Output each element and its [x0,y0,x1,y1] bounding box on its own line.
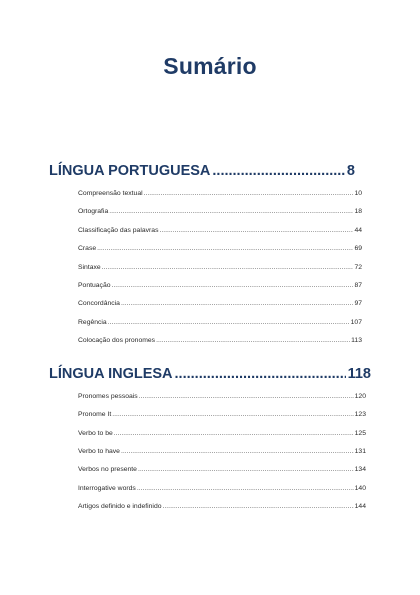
toc-entry[interactable] [78,264,362,271]
toc-entry-label: Verbo to be [78,430,113,437]
leader-dots [108,319,350,326]
toc-entry-label: Compreensão textual [78,190,143,197]
toc-entry-page: 69 [354,245,362,252]
toc-entry[interactable] [78,411,366,418]
leader-dots [159,227,353,234]
toc-entry-page: 120 [354,393,366,400]
section-heading-ingles[interactable] [49,366,371,382]
toc-entry[interactable] [78,503,366,510]
toc-entry-page: 140 [354,485,366,492]
leader-dots [138,466,354,473]
toc-entry-page: 18 [354,208,362,215]
toc-entry-label: Interrogative words [78,485,136,492]
toc-entry-label: Regência [78,319,107,326]
toc-entry-page: 134 [354,466,366,473]
leader-dots [102,264,354,271]
toc-entry-label: Concordância [78,300,120,307]
page-title: Sumário [163,53,257,79]
leader-dots [156,337,350,344]
toc-entry[interactable] [78,319,362,326]
section-heading-portugues[interactable] [49,163,355,179]
toc-entry-label: Pronome It [78,411,112,418]
toc-entry[interactable] [78,227,362,234]
section-heading-label: LÍNGUA INGLESA [49,366,173,382]
toc-entry-label: Verbos no presente [78,466,137,473]
leader-dots [121,300,353,307]
toc-entry[interactable] [78,190,362,197]
toc-entry-label: Pontuação [78,282,111,289]
leader-dots [144,190,354,197]
toc-entry-page: 44 [354,227,362,234]
leader-dots [114,430,354,437]
toc-entry[interactable] [78,337,362,344]
toc-entry-label: Classificação das palavras [78,227,159,234]
toc-entry-page: 131 [354,448,366,455]
leader-dots [137,485,354,492]
section-heading-page: 118 [347,366,371,382]
toc-entry[interactable] [78,393,366,400]
section-heading-label: LÍNGUA PORTUGUESA [49,163,211,179]
toc-entry-label: Crase [78,245,97,252]
toc-entry-page: 107 [350,319,362,326]
toc-entry-page: 72 [354,264,362,271]
leader-dots [139,393,354,400]
toc-entry-label: Artigos definido e indefinido [78,503,162,510]
toc-entry-page: 123 [354,411,366,418]
toc-entry-page: 10 [354,190,362,197]
leader-dots [112,282,354,289]
section-heading-page: 8 [346,163,355,179]
toc-entry[interactable] [78,245,362,252]
toc-entry-label: Verbo to have [78,448,120,455]
toc-entry-page: 113 [351,337,362,344]
toc-entry[interactable] [78,466,366,473]
toc-entry-page: 97 [354,300,362,307]
toc-entry-page: 125 [354,430,366,437]
leader-dots [97,245,353,252]
toc-entry-label: Pronomes pessoais [78,393,138,400]
toc-entry-label: Sintaxe [78,264,101,271]
leader-dots [212,163,345,179]
toc-entry-page: 144 [354,503,366,510]
leader-dots [112,411,353,418]
toc-entry-page: 87 [354,282,362,289]
toc-entry[interactable] [78,300,362,307]
leader-dots [109,208,353,215]
leader-dots [175,366,346,382]
toc-entry[interactable] [78,430,366,437]
toc-entry[interactable] [78,448,366,455]
leader-dots [121,448,354,455]
toc-entry-label: Colocação dos pronomes [78,337,156,344]
leader-dots [163,503,354,510]
toc-entry[interactable] [78,208,362,215]
toc-entry-label: Ortografia [78,208,109,215]
toc-entry[interactable] [78,485,366,492]
toc-entry[interactable] [78,282,362,289]
